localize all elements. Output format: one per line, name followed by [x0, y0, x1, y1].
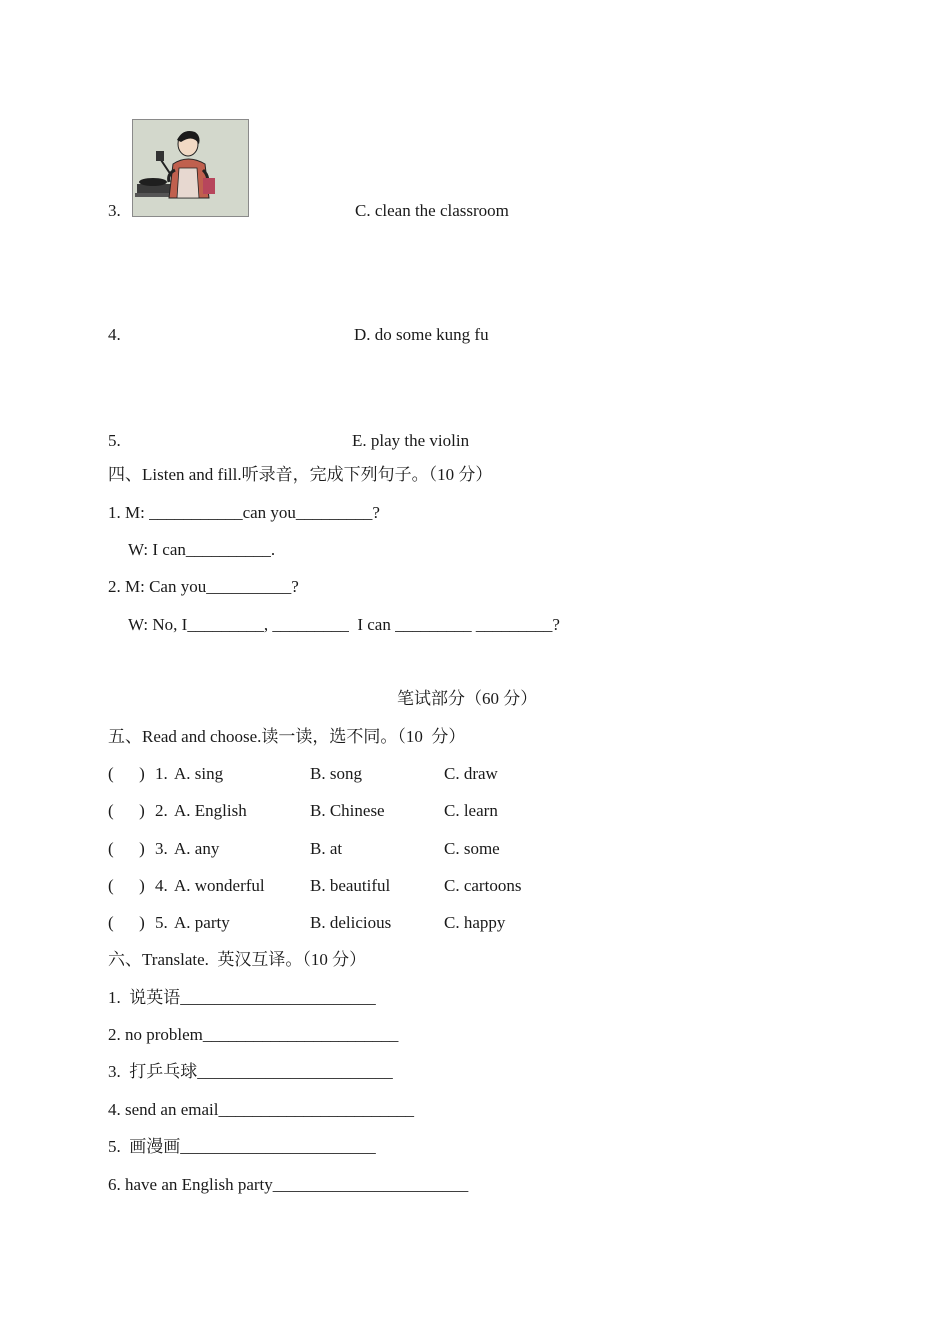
question-number: 2.: [155, 801, 168, 820]
answer-blank[interactable]: ( ): [108, 764, 145, 783]
translate-item: 5. 画漫画_______________________: [108, 1137, 376, 1156]
cooking-picture: [132, 119, 249, 217]
option-a: A. English: [174, 801, 247, 820]
option-a: A. wonderful: [174, 876, 265, 895]
option-a: A. any: [174, 839, 220, 858]
fill-line: 2. M: Can you__________?: [108, 577, 299, 596]
cooking-illustration: [133, 120, 250, 218]
question-number: 1.: [155, 764, 168, 783]
translate-item: 3. 打乒乓球_______________________: [108, 1062, 393, 1081]
section-6-title: 六、Translate. 英汉互译。（10 分）: [108, 950, 367, 969]
answer-blank[interactable]: ( ): [108, 876, 145, 895]
section-5-title: 五、Read and choose.读一读，选不同。（10 分）: [108, 727, 466, 746]
translate-item: 6. have an English party_______________________: [108, 1175, 469, 1194]
option-b: B. Chinese: [310, 801, 385, 820]
match-option: C. clean the classroom: [355, 201, 509, 220]
fill-line: 1. M: ___________can you_________?: [108, 503, 380, 522]
option-c: C. draw: [444, 764, 498, 783]
match-item-number: 4.: [108, 325, 121, 344]
fill-line: W: No, I_________, _________ I can _________ _________?: [128, 615, 560, 634]
option-c: C. some: [444, 839, 500, 858]
option-c: C. cartoons: [444, 876, 522, 895]
match-option: D. do some kung fu: [354, 325, 489, 344]
match-item-number: 3.: [108, 201, 121, 220]
option-b: B. beautiful: [310, 876, 391, 895]
option-c: C. happy: [444, 913, 506, 932]
option-a: A. sing: [174, 764, 224, 783]
written-part-header: 笔试部分（60 分）: [397, 689, 538, 708]
option-b: B. at: [310, 839, 343, 858]
section-4-title: 四、Listen and fill.听录音，完成下列句子。（10 分）: [108, 465, 493, 484]
answer-blank[interactable]: ( ): [108, 801, 145, 820]
translate-item: 4. send an email_______________________: [108, 1100, 414, 1119]
question-number: 4.: [155, 876, 168, 895]
match-item-number: 5.: [108, 431, 121, 450]
option-b: B. delicious: [310, 913, 392, 932]
answer-blank[interactable]: ( ): [108, 839, 145, 858]
option-a: A. party: [174, 913, 230, 932]
question-number: 5.: [155, 913, 168, 932]
translate-item: 2. no problem_______________________: [108, 1025, 399, 1044]
answer-blank[interactable]: ( ): [108, 913, 145, 932]
fill-line: W: I can__________.: [128, 540, 276, 559]
option-b: B. song: [310, 764, 362, 783]
option-c: C. learn: [444, 801, 498, 820]
question-number: 3.: [155, 839, 168, 858]
match-option: E. play the violin: [352, 431, 470, 450]
translate-item: 1. 说英语_______________________: [108, 988, 376, 1007]
